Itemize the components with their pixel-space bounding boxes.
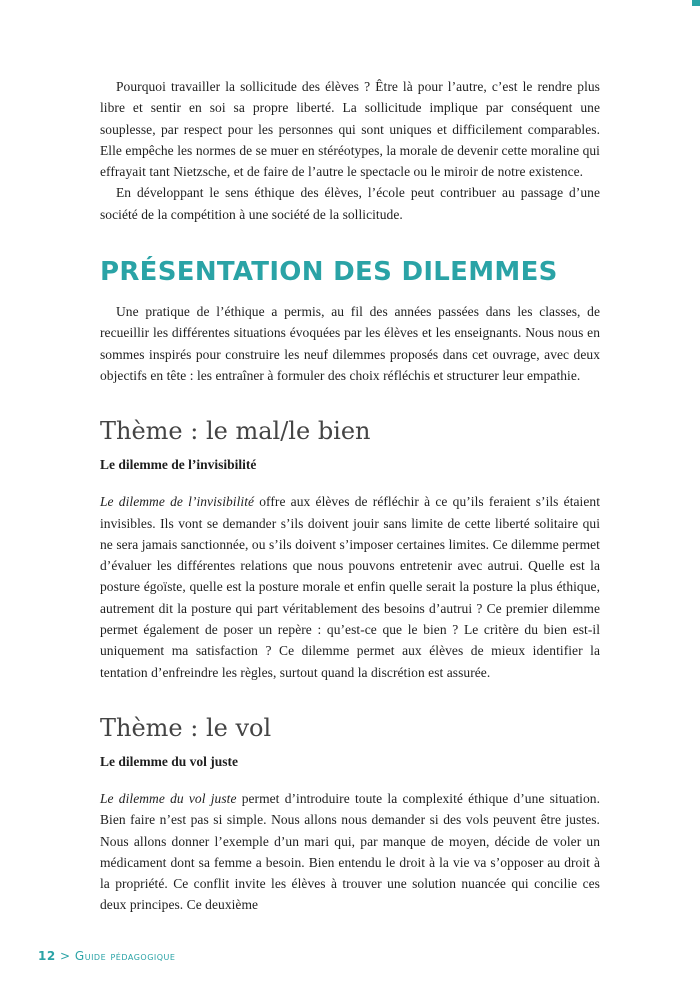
page-footer xyxy=(38,949,175,963)
theme-1-italic-lead: Le dilemme de l’invisibilité xyxy=(100,494,255,510)
section-title: PRÉSENTATION DES DILEMMES xyxy=(100,257,558,288)
theme-2-text: permet d’introduire toute la complexité éthique d’une situation. Bien faire n’est pas si simple. Nous allons nous demander si des vols peuvent être justes. Nous allons donner l’exemple d’un mari qui, par manque de moyen, décide de voler un médicament dont sa femme a besoin. Bien entendu le droit à la vie va s’opposer au droit à la propriété. Ce conflit invite les élèves à trouver une solution nuancée qui concilie ces deux principes. Ce deuxième xyxy=(100,790,601,913)
theme-1-dilemma-title: Le dilemme de l’invisibilité xyxy=(100,457,257,473)
footer-title: Guide pédagogique xyxy=(74,949,176,963)
theme-1-title: Thème : le mal/le bien xyxy=(100,417,371,446)
page-content xyxy=(100,76,600,916)
theme-2-title: Thème : le vol xyxy=(100,713,272,742)
spacer xyxy=(100,386,600,416)
spacer xyxy=(100,683,600,713)
intro-paragraph-2: En développant le sens éthique des élèves, l’école peut contribuer au passage d’une société de la compétition à une société de la sollicitude. xyxy=(100,185,600,222)
footer-separator: > xyxy=(60,949,71,963)
page-number: 12 xyxy=(38,949,56,963)
theme-2-dilemma-title: Le dilemme du vol juste xyxy=(100,753,238,769)
theme-1-paragraph xyxy=(100,491,600,683)
theme-2-italic-lead: Le dilemme du vol juste xyxy=(100,790,237,806)
intro-paragraph-1: Pourquoi travailler la sollicitude des élèves ? Être là pour l’autre, c’est le rendre plus libre et sentir en soi sa propre liberté. La sollicitude implique par conséquent une souplesse, par respect pour les personnes qui sont uniques et difficilement comparables. Elle empêche les normes de se muer en stéréotypes, la morale de devenir cette moraline qui effrayait tant Nietzsche, et de faire de l’autre le spectacle ou le miroir de notre existence. xyxy=(100,79,600,180)
section-paragraph: Une pratique de l’éthique a permis, au fil des années passées dans les classes, de recueillir les différentes situations évoquées par les élèves et les enseignants. Nous nous en sommes inspirés pour construire les neuf dilemmes proposés dans cet ouvrage, avec deux objectifs en tête : les entraîner à formuler des choix réfléchis et structurer leur empathie. xyxy=(100,304,600,383)
corner-mark xyxy=(692,0,700,6)
theme-2-paragraph xyxy=(100,788,600,916)
theme-1-text: offre aux élèves de réfléchir à ce qu’ils feraient s’ils étaient invisibles. Ils vont se demander s’ils doivent jouir sans limite de cette liberté solitaire qui ne sera jamais sanctionnée, ou s’ils doivent s’imposer certaines limites. Ce dilemme permet d’évaluer les différentes relations que nous pouvons entretenir avec autrui. Quelle est la posture égoïste, quelle est la posture morale et enfin quelle serait la posture la plus éthique, autrement dit la posture qui part véritablement des besoins d’autrui ? Ce premier dilemme permet également de poser un repère : qu’est-ce que le bien ? Le critère du bien est-il uniquement ma satisfaction ? Ce dilemme permet aux élèves de mieux identifier la tentation d’enfreindre les règles, surtout quand la discrétion est assurée. xyxy=(100,494,600,680)
